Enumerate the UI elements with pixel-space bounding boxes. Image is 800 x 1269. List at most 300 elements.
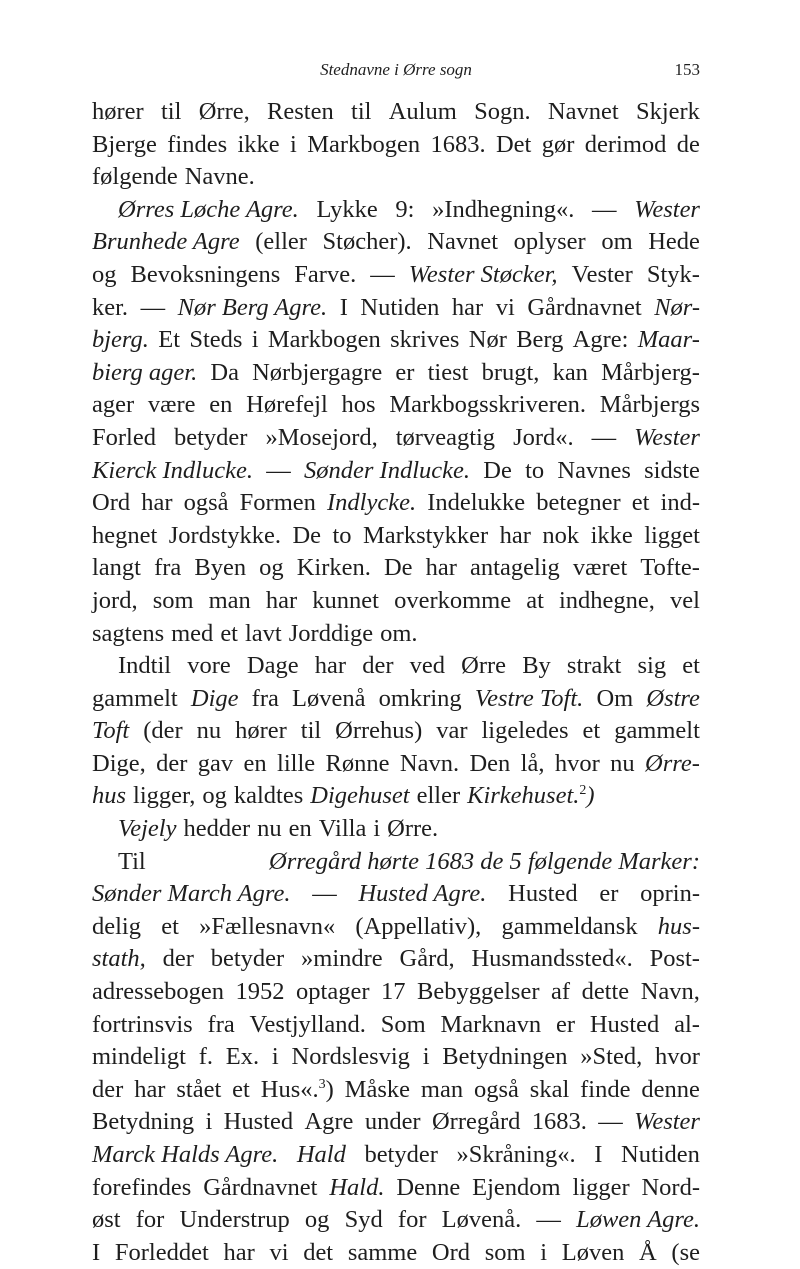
word: har: [499, 521, 531, 549]
word: Ørre: [461, 652, 507, 680]
word: [269, 846, 700, 879]
text-line: [92, 780, 700, 813]
word: Jorddige: [288, 619, 374, 647]
word: Understrup: [179, 1206, 290, 1234]
word: oplyser: [513, 228, 586, 256]
word: hører: [235, 717, 287, 745]
footnote-marker: 3: [318, 1076, 326, 1092]
word: [92, 357, 197, 390]
word: Navn.: [399, 749, 460, 777]
word: Ørre.: [387, 815, 439, 843]
italic-term: Brunhede Agre: [92, 228, 240, 256]
word: Sogn.: [474, 98, 531, 125]
word: ager: [92, 391, 135, 419]
word: ker.: [92, 293, 129, 321]
word: Indelukke: [427, 489, 526, 517]
word: et: [232, 1075, 250, 1103]
word: findes: [167, 130, 228, 158]
word: [261, 1074, 334, 1107]
word: være: [147, 391, 196, 419]
italic-term: Wester: [634, 195, 700, 223]
word: Støcher).: [322, 228, 412, 256]
word: Mårbjerg-: [601, 358, 700, 386]
word: [646, 683, 700, 716]
running-title: Stednavne i Ørre sogn: [320, 60, 472, 79]
word: hører: [92, 98, 144, 125]
word: Nutiden: [360, 293, 440, 321]
word: Husmandssted«.: [471, 945, 633, 973]
word: De: [292, 521, 322, 549]
word: I: [92, 1238, 101, 1266]
word: gav: [197, 749, 234, 777]
page-number: 153: [674, 60, 700, 79]
word: Måske: [344, 1075, 410, 1103]
word: betyder: [173, 423, 248, 451]
word: f.: [198, 1043, 213, 1071]
word: var: [436, 717, 468, 745]
word: Syd: [344, 1206, 383, 1234]
body-text: [92, 96, 700, 1269]
word: tørveagtig: [395, 423, 496, 451]
word: i: [373, 815, 381, 843]
word: denne: [641, 1075, 700, 1103]
text-line: [92, 650, 700, 683]
word: sidste: [644, 456, 700, 484]
word: og: [92, 260, 117, 288]
word: lille: [277, 749, 316, 777]
word: omkring: [378, 684, 462, 712]
italic-term: Vejely: [118, 815, 177, 843]
word: [297, 1139, 346, 1172]
word: til: [300, 717, 322, 745]
word: også: [473, 1075, 519, 1103]
word: antagelig: [470, 554, 560, 582]
word: der: [92, 1075, 124, 1103]
word: Som: [380, 1010, 426, 1038]
word: De: [483, 456, 512, 484]
text-line: [92, 878, 700, 911]
word: hvor: [554, 749, 600, 777]
word: —: [266, 456, 291, 484]
word: Ørre,: [198, 98, 250, 125]
word: til: [161, 98, 182, 125]
word: fra: [154, 554, 182, 582]
italic-term: Digehuset: [310, 782, 410, 810]
word: (Appellativ),: [355, 912, 482, 940]
word: Navne.: [184, 163, 255, 191]
word: kan: [552, 358, 588, 386]
word: al-: [674, 1010, 700, 1038]
word: der: [156, 749, 188, 777]
word: [638, 324, 700, 357]
word: Dige,: [92, 749, 146, 777]
word: i: [540, 1238, 548, 1266]
word: »Fællesnavn«: [199, 912, 336, 940]
word: »Mosejord,: [265, 423, 378, 451]
word: fra: [207, 1010, 235, 1038]
text-line: [92, 1106, 700, 1139]
word: [178, 292, 328, 325]
word: Nørbjergagre: [252, 358, 383, 386]
word: hegnet: [92, 521, 158, 549]
word: om.: [380, 619, 418, 647]
word: Marknavn: [440, 1010, 542, 1038]
word: dette: [581, 978, 630, 1006]
text-line: [92, 585, 700, 618]
word: Nordslesvig: [291, 1043, 410, 1071]
word: med: [171, 619, 214, 647]
word: —: [312, 880, 337, 908]
text-line: [92, 520, 700, 553]
word: Ørregård: [431, 1108, 521, 1136]
word: 1683.: [430, 130, 486, 158]
word: Nør: [468, 326, 507, 354]
word: Betydningen: [442, 1043, 568, 1071]
word: Navnes: [557, 456, 631, 484]
word: I: [594, 1141, 603, 1168]
word: har: [223, 1238, 255, 1266]
word: mindeligt: [92, 1043, 186, 1071]
word: finde: [580, 1075, 631, 1103]
footnote-marker: 2: [579, 783, 587, 799]
italic-term: Kierck Indlucke.: [92, 456, 253, 484]
word: oprin-: [640, 880, 700, 908]
word: Å: [639, 1238, 657, 1266]
word: Dage: [246, 652, 299, 680]
word: fra: [251, 684, 279, 712]
italic-term: Toft: [92, 717, 130, 745]
word: nu: [196, 717, 222, 745]
word: og: [304, 1206, 330, 1234]
text-line: [92, 1074, 700, 1107]
word: man: [208, 586, 251, 614]
word: ligger,: [133, 782, 196, 810]
italic-term: Dige: [190, 684, 239, 712]
word: Denne: [396, 1173, 461, 1201]
word-text: Hus«.: [260, 1075, 319, 1103]
word: »Skråning«.: [456, 1141, 576, 1168]
italic-term: hus: [92, 782, 127, 810]
word: Markstykker: [363, 521, 489, 549]
text-line: [92, 976, 700, 1009]
word: vi: [495, 293, 515, 321]
word: Farve.: [294, 260, 357, 288]
word: [310, 780, 409, 813]
word: har: [134, 1075, 166, 1103]
word: —: [591, 423, 617, 451]
italic-term: bjerg.: [92, 326, 149, 354]
word: nu: [257, 815, 282, 843]
word: sagtens: [92, 619, 165, 647]
word: betegner: [536, 489, 621, 517]
word: Ord: [92, 489, 131, 517]
word: vore: [187, 652, 231, 680]
word: kaldtes: [233, 782, 304, 810]
italic-term: Østre: [646, 684, 700, 712]
word: som: [152, 586, 194, 614]
word: [634, 422, 700, 455]
word: [92, 226, 240, 259]
word: en: [243, 749, 267, 777]
word: fortrinsvis: [92, 1010, 193, 1038]
text-line: [92, 846, 700, 879]
word: gammeldansk: [501, 912, 638, 940]
word: Bebyggelser: [417, 978, 540, 1006]
word: ikke: [237, 130, 280, 158]
word: været: [572, 554, 628, 582]
word: —: [536, 1206, 561, 1234]
word: [576, 1204, 700, 1237]
word: Hørefejl: [246, 391, 328, 419]
word: forefindes: [92, 1173, 192, 1201]
word: Agre:: [572, 326, 629, 354]
word: til: [351, 98, 372, 125]
italic-term: Ørres Løche Agre.: [118, 195, 299, 223]
word: ind-: [660, 489, 700, 517]
word: eller: [416, 782, 461, 810]
page-header: [92, 60, 700, 90]
word: indhegne,: [558, 586, 655, 614]
italic-term: Wester Støcker,: [408, 260, 558, 288]
word: og: [202, 782, 227, 810]
word: Markbogsskriveren.: [389, 391, 586, 419]
italic-term: Hald: [296, 1141, 346, 1168]
word: —: [598, 1108, 623, 1136]
word: Ord: [431, 1238, 471, 1266]
word: derimod: [584, 130, 667, 158]
word: (se: [671, 1238, 700, 1266]
word: Skjerk: [635, 98, 700, 125]
text-line: [92, 748, 700, 781]
word: —: [370, 260, 395, 288]
word: »Indhegning«.: [432, 195, 575, 223]
word: skal: [529, 1075, 570, 1103]
word: [92, 455, 253, 488]
text-line: [92, 1041, 700, 1074]
text-line: [92, 96, 700, 129]
word: Kirken.: [296, 554, 371, 582]
word: Det: [495, 130, 532, 158]
word: [92, 715, 129, 748]
word: [92, 1139, 278, 1172]
word: Tofte-: [640, 554, 700, 582]
word: hvor: [655, 1043, 700, 1071]
word: har: [265, 586, 298, 614]
word: Gård,: [399, 945, 455, 973]
text-line: [92, 194, 700, 227]
text-line: [92, 422, 700, 455]
text-line: [92, 1204, 700, 1237]
word: Den: [469, 749, 511, 777]
word: Løvenå: [292, 684, 366, 712]
word: ligeledes: [481, 717, 569, 745]
word: om: [601, 228, 633, 256]
word: —: [592, 195, 617, 223]
italic-term: Nør Berg Agre.: [177, 293, 328, 321]
word: lå,: [520, 749, 545, 777]
word: i: [205, 1108, 213, 1136]
word: har: [425, 554, 457, 582]
word: Gårdnavnet: [527, 293, 642, 321]
word: som: [484, 1238, 526, 1266]
word: Agre: [304, 1108, 354, 1136]
word: vi: [269, 1238, 289, 1266]
word: for: [135, 1206, 165, 1234]
word: Husted: [223, 1108, 294, 1136]
word: Berg: [516, 326, 564, 354]
word: Vester: [571, 260, 633, 288]
text-line: [92, 1172, 700, 1205]
italic-term: Nør-: [654, 293, 700, 321]
word: brugt,: [481, 358, 540, 386]
word: Navn,: [640, 978, 700, 1006]
text-line: [92, 813, 700, 846]
word: har: [141, 489, 173, 517]
italic-term: Husted Agre.: [358, 880, 487, 908]
word: Husted: [508, 880, 578, 908]
italic-term: Maar-: [637, 326, 700, 354]
word: By: [522, 652, 551, 680]
word: (eller: [255, 228, 307, 256]
word: ligger: [572, 1173, 630, 1201]
word: Bevoksningens: [130, 260, 281, 288]
word: der: [362, 652, 394, 680]
word: I: [339, 293, 348, 321]
italic-term: Marck Halds Agre.: [92, 1141, 279, 1168]
word: Ørrehus): [335, 717, 423, 745]
word: [475, 683, 583, 716]
word: Forleddet: [114, 1238, 209, 1266]
word: lavt: [245, 619, 282, 647]
word: [467, 780, 594, 813]
word: sig: [637, 652, 667, 680]
word: er: [395, 358, 415, 386]
word: Byen: [194, 554, 247, 582]
word: [634, 1106, 700, 1139]
word: [634, 194, 700, 227]
word: af: [551, 978, 571, 1006]
word: [118, 194, 299, 227]
word: og: [259, 554, 284, 582]
word: betyder: [210, 945, 285, 973]
word: kunnet: [312, 586, 379, 614]
word: skrives: [390, 326, 460, 354]
word: delig: [92, 912, 141, 940]
word: jord,: [92, 586, 138, 614]
text-line: [92, 357, 700, 390]
word: Gårdnavnet: [203, 1173, 318, 1201]
word: Indtil: [118, 652, 172, 680]
italic-term: Wester: [634, 423, 700, 451]
italic-term: Wester: [634, 1108, 700, 1136]
word: tiest: [427, 358, 469, 386]
word: Løven: [561, 1238, 625, 1266]
word: i: [290, 130, 297, 158]
word: Villa: [318, 815, 367, 843]
word: ved: [409, 652, 446, 680]
word: det: [303, 1238, 334, 1266]
word: stået: [176, 1075, 222, 1103]
italic-term: hus-: [657, 912, 700, 940]
word: nu: [610, 749, 635, 777]
word: Post-: [649, 945, 700, 973]
word: et: [682, 652, 700, 680]
text-line: [92, 292, 700, 325]
text-line: [92, 552, 700, 585]
word: [92, 878, 290, 911]
word: [329, 1172, 384, 1205]
word: [191, 683, 239, 716]
word: betyder: [364, 1141, 438, 1168]
word: [327, 487, 416, 520]
word: [92, 943, 146, 976]
text-line: [92, 683, 700, 716]
word: en: [209, 391, 233, 419]
italic-term: Løwen Agre.: [576, 1206, 700, 1234]
word: Hede: [648, 228, 700, 256]
word: Styk-: [646, 260, 700, 288]
word: vel: [670, 586, 700, 614]
italic-term: Indlycke.: [326, 489, 417, 517]
word: at: [526, 586, 544, 614]
text-line: [92, 487, 700, 520]
text-line: [92, 1139, 700, 1172]
word: 1683.: [531, 1108, 587, 1136]
text-line: [92, 911, 700, 944]
italic-term: stath,: [92, 945, 146, 973]
word: også: [183, 489, 229, 517]
word: [645, 748, 700, 781]
word: optager: [296, 978, 370, 1006]
word: et: [220, 619, 238, 647]
word: langt: [92, 554, 141, 582]
word: »mindre: [301, 945, 383, 973]
word: gammelt: [614, 717, 700, 745]
footnote-paren: ): [325, 1075, 334, 1103]
text-line: [92, 226, 700, 259]
word: for: [397, 1206, 427, 1234]
word: Aulum: [388, 98, 457, 125]
word: to: [332, 521, 352, 549]
word: har: [314, 652, 347, 680]
text-line: [92, 1009, 700, 1042]
word: Steds: [189, 326, 243, 354]
word: Mårbjergs: [599, 391, 700, 419]
word: [118, 813, 177, 846]
word: (der: [143, 717, 183, 745]
word: De: [383, 554, 413, 582]
word: i: [422, 1043, 430, 1071]
word: Vestjylland.: [249, 1010, 366, 1038]
word: er: [556, 1010, 576, 1038]
footnote-paren: ): [586, 782, 595, 810]
word: Betydning: [92, 1108, 195, 1136]
word: Ejendom: [472, 1173, 561, 1201]
word: Lykke: [316, 195, 378, 223]
word: adressebogen: [92, 978, 224, 1006]
word: 9:: [395, 195, 415, 223]
word: er: [599, 880, 619, 908]
word: i: [251, 326, 259, 354]
word: et: [161, 912, 179, 940]
text-line: [92, 129, 700, 162]
word: Jord«.: [513, 423, 574, 451]
word: gør: [541, 130, 575, 158]
word: har: [451, 293, 484, 321]
word: samme: [347, 1238, 418, 1266]
word: Da: [210, 358, 239, 386]
word: [654, 292, 700, 325]
